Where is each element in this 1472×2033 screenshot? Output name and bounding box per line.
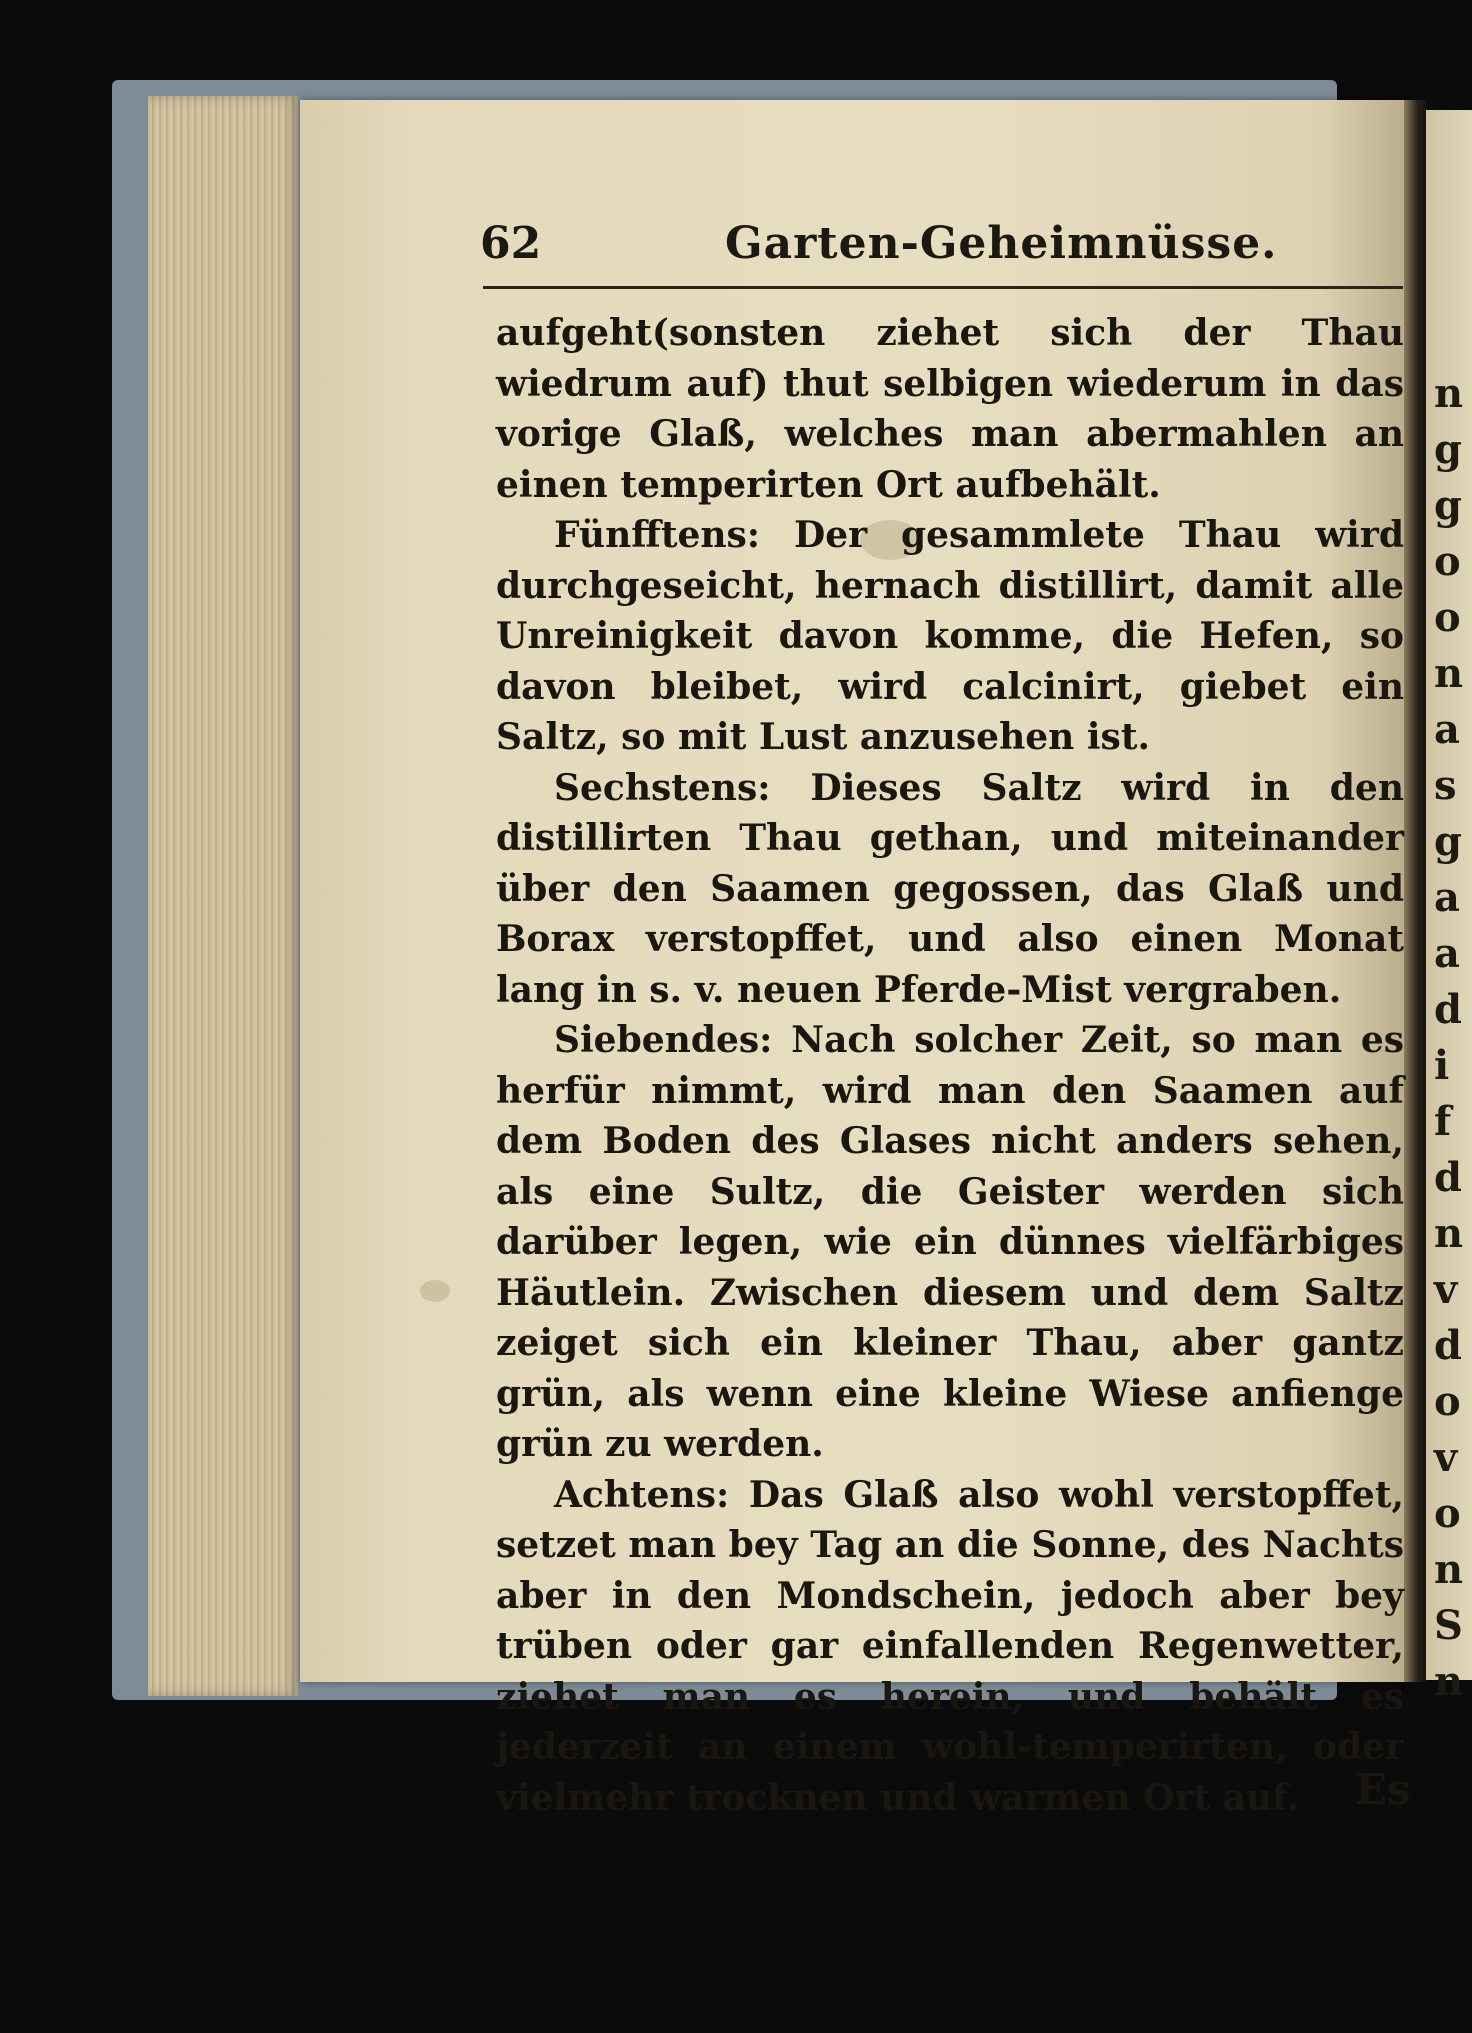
facing-page-edge — [1426, 110, 1472, 1705]
facing-page-fragment: s — [1434, 762, 1457, 809]
facing-page-fragment: d — [1434, 1154, 1462, 1201]
facing-page-fragment: i — [1434, 1042, 1450, 1089]
facing-page-fragment: g — [1434, 818, 1462, 865]
facing-page-fragment: v — [1434, 1266, 1458, 1313]
header-rule — [483, 286, 1403, 289]
body-text — [496, 308, 1404, 1823]
facing-page-fragment: g — [1434, 482, 1462, 529]
catchword: Es — [1355, 1765, 1411, 1814]
paragraph: Fünfftens: Der gesammlete Thau wird durchgeseicht, hernach distillirt, damit alle Unreinigkeit davon komme, die Hefen, so davon bleibet, wird calcinirt, giebet ein Saltz, so mit Lust anzusehen ist. — [496, 514, 1404, 758]
facing-page-fragment: d — [1434, 1322, 1462, 1369]
facing-page-fragment: o — [1434, 538, 1461, 585]
facing-page-fragment: o — [1434, 594, 1461, 641]
paragraph: Siebendes: Nach solcher Zeit, so man es herfür nimmt, wird man den Saamen auf dem Boden des Glases nicht anders sehen, als eine Sultz, die Geister werden sich darüber legen, wie ein dünnes vielfärbiges Häutlein. Zwischen diesem und dem Saltz zeiget sich ein kleiner Thau, aber gantz grün, als wenn eine kleine Wiese anfienge grün zu werden. — [496, 1019, 1404, 1465]
running-title: Garten-Geheimnüsse. — [725, 218, 1278, 269]
facing-page-fragment: o — [1434, 1490, 1461, 1537]
facing-page-fragment: n — [1434, 1210, 1464, 1257]
facing-page-fragment: v — [1434, 1434, 1458, 1481]
facing-page-fragment: f — [1434, 1098, 1452, 1145]
facing-page-fragment: d — [1434, 986, 1462, 1033]
facing-page-fragment: n — [1434, 1546, 1464, 1593]
paragraph: Sechstens: Dieses Saltz wird in den distillirten Thau gethan, und miteinander über den Saamen gegossen, das Glaß und Borax verstopffet, und also einen Monat lang in s. v. neuen Pferde-Mist vergraben. — [496, 766, 1404, 1011]
page-number: 62 — [480, 218, 542, 269]
paper-stain — [420, 1280, 450, 1302]
page-edges — [148, 96, 298, 1696]
facing-page-fragment: n — [1434, 370, 1464, 417]
running-head — [480, 218, 1360, 280]
facing-page-fragment: n — [1434, 650, 1464, 697]
facing-page-fragment: o — [1434, 1378, 1461, 1425]
facing-page-fragment: a — [1434, 706, 1460, 753]
facing-page-fragment: g — [1434, 426, 1462, 473]
paragraph: aufgeht(sonsten ziehet sich der Thau wiedrum auf) thut selbigen wiederum in das vorige Glaß, welches man abermahlen an einen temperirten Ort aufbehält. — [496, 312, 1404, 506]
facing-page-fragment: n — [1434, 1658, 1464, 1705]
paragraph: Achtens: Das Glaß also wohl verstopffet, setzet man bey Tag an die Sonne, des Nachts aber in den Mondschein, jedoch aber bey trüben oder gar einfallenden Regenwetter, ziehet man es herein, und behält es jederzeit an einem wohl-temperirten, oder vielmehr trocknen und warmen Ort auf. — [496, 1473, 1404, 1819]
facing-page-fragment: a — [1434, 874, 1460, 921]
facing-page-fragment: a — [1434, 930, 1460, 977]
book-gutter — [1404, 100, 1426, 1682]
facing-page-fragment: S — [1434, 1602, 1463, 1649]
